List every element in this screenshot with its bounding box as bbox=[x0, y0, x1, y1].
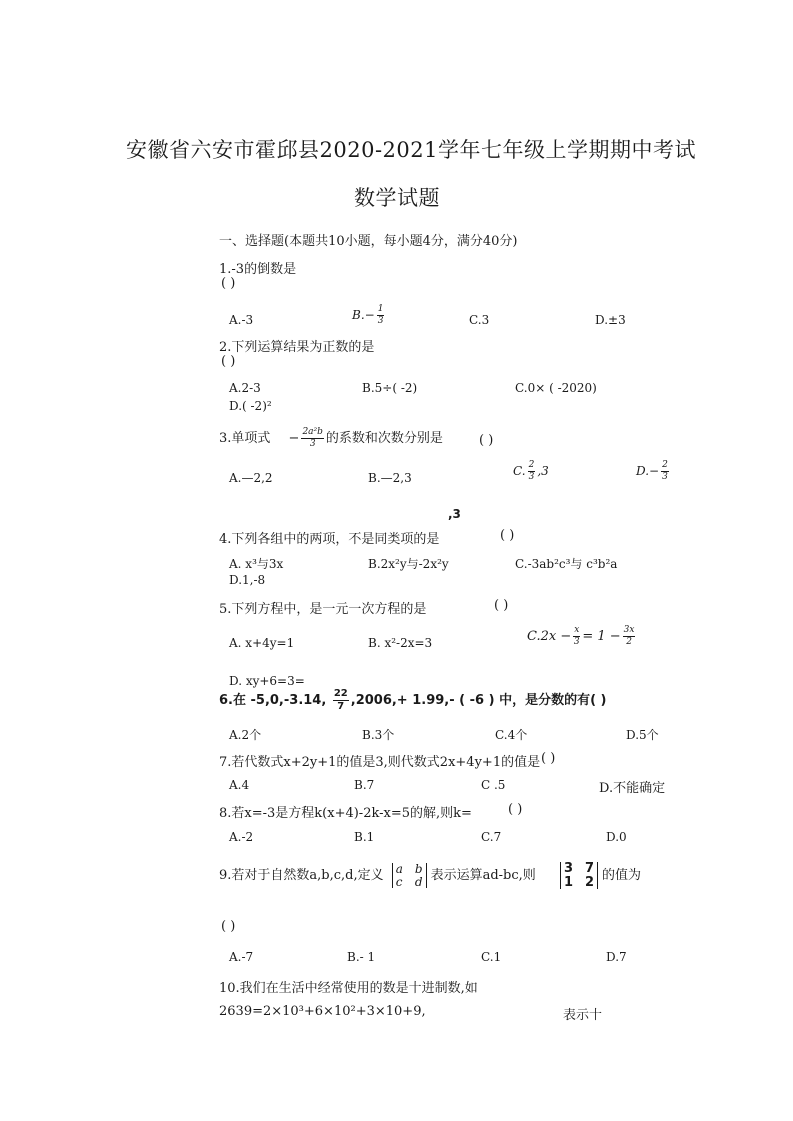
fraction-denominator: 3 bbox=[573, 637, 580, 647]
matrix-entry: 7 bbox=[584, 861, 595, 876]
option-c-suffix: ,3 bbox=[537, 464, 549, 478]
fraction-denominator: 3 bbox=[309, 439, 316, 449]
question-8-option-c: C.7 bbox=[481, 830, 502, 844]
question-2-option-b: B.5÷( -2) bbox=[362, 381, 418, 395]
fraction-numerator: 2 bbox=[662, 460, 668, 470]
question-4-option-a: A. x³与3x bbox=[229, 557, 284, 571]
question-5-stem: 5.下列方程中，是一元一次方程的是 bbox=[219, 602, 427, 617]
determinant-definition bbox=[392, 863, 427, 888]
matrix-entry: 1 bbox=[563, 874, 573, 890]
question-5-option-b: B. x²-2x=3 bbox=[368, 636, 433, 650]
question-4-option-b: B.2x²y与-2x²y bbox=[368, 557, 449, 571]
question-7-answer-paren: ( ) bbox=[541, 751, 556, 766]
option-c-prefix: C. bbox=[513, 464, 526, 478]
question-4-answer-paren: ( ) bbox=[500, 528, 515, 543]
question-6-option-a: A.2个 bbox=[229, 728, 262, 742]
question-9-stem-start: 9.若对于自然数a,b,c,d,定义 bbox=[219, 868, 384, 884]
question-1-answer-paren: ( ) bbox=[221, 276, 236, 291]
fraction-numerator: 2 bbox=[528, 460, 535, 470]
monomial-sign: − bbox=[288, 431, 300, 446]
question-2-answer-paren: ( ) bbox=[221, 354, 236, 369]
matrix-entry: c bbox=[395, 874, 403, 889]
question-8-option-d: D.0 bbox=[606, 830, 627, 844]
question-5-option-d: D. xy+6=3= bbox=[229, 674, 305, 688]
fraction bbox=[377, 305, 385, 326]
question-10-tail: 表示十 bbox=[563, 1008, 603, 1023]
question-9-option-b: B.- 1 bbox=[347, 950, 376, 964]
question-3-option-d bbox=[636, 461, 671, 482]
question-7-option-b: B.7 bbox=[354, 778, 375, 792]
question-9-option-d: D.7 bbox=[606, 950, 627, 964]
fraction-denominator: 3 bbox=[377, 316, 384, 326]
question-8-stem: 8.若x=-3是方程k(x+4)-2k-x=5的解,则k= bbox=[219, 806, 472, 821]
question-3-stem-end: 的系数和次数分别是 bbox=[325, 431, 443, 446]
question-7-option-c: C .5 bbox=[481, 778, 506, 792]
question-3-stray-text: ,3 bbox=[448, 507, 461, 521]
question-9-stem-end: 的值为 bbox=[602, 868, 642, 884]
fraction-numerator: x bbox=[574, 625, 580, 635]
fraction bbox=[661, 461, 669, 482]
question-6-stem-start: 6.在 -5,0,-3.14, bbox=[219, 693, 327, 708]
fraction-denominator: 3 bbox=[662, 472, 668, 482]
matrix-entry: 2 bbox=[584, 874, 595, 890]
fraction bbox=[528, 461, 536, 482]
question-2-option-a: A.2-3 bbox=[229, 381, 261, 395]
question-9-answer-paren: ( ) bbox=[221, 919, 236, 934]
question-3-option-a: A.—2,2 bbox=[229, 471, 273, 485]
question-7-option-d: D.不能确定 bbox=[599, 781, 666, 796]
matrix-entry: 3 bbox=[563, 861, 573, 876]
section-heading: 一、选择题(本题共10小题，每小题4分，满分40分) bbox=[219, 234, 518, 249]
question-2-stem: 2.下列运算结果为正数的是 bbox=[219, 340, 375, 355]
question-4-option-d: D.1,-8 bbox=[229, 573, 266, 587]
question-6-stem-end: ,2006,+ 1.99,- ( -6 ) 中，是分数的有( ) bbox=[350, 693, 607, 708]
question-4-option-c: C.-3ab²c³与 c³b²a bbox=[515, 557, 618, 571]
question-6-option-b: B.3个 bbox=[362, 728, 395, 742]
question-7-stem: 7.若代数式x+2y+1的值是3,则代数式2x+4y+1的值是 bbox=[219, 755, 541, 770]
matrix-entry: b bbox=[414, 862, 423, 877]
question-10-stem: 10.我们在生活中经常使用的数是十进制数,如 bbox=[219, 981, 478, 996]
question-3-option-c bbox=[513, 461, 549, 482]
question-8-answer-paren: ( ) bbox=[508, 802, 523, 817]
fraction-numerator: 3x bbox=[623, 625, 635, 635]
fraction-denominator: 3 bbox=[528, 472, 535, 482]
fraction-numerator: 22 bbox=[333, 688, 348, 699]
question-2-option-c: C.0× ( -2020) bbox=[515, 381, 597, 395]
fraction bbox=[333, 689, 349, 712]
question-6-option-d: D.5个 bbox=[626, 728, 659, 742]
page-subtitle: 数学试题 bbox=[354, 186, 440, 210]
question-2-option-d: D.( -2)² bbox=[229, 399, 272, 413]
question-10-expansion: 2639=2×10³+6×10²+3×10+9, bbox=[219, 1004, 426, 1019]
question-5-option-c bbox=[527, 626, 637, 647]
matrix-entry: a bbox=[395, 862, 403, 877]
question-1-option-d: D.±3 bbox=[595, 313, 626, 327]
question-9-stem-middle: 表示运算ad-bc,则 bbox=[430, 868, 536, 884]
question-1-option-b bbox=[352, 305, 386, 326]
option-c-left: C.2x − bbox=[527, 629, 572, 644]
fraction bbox=[573, 626, 580, 647]
fraction-numerator: 2a²b bbox=[302, 427, 323, 437]
question-8-option-a: A.-2 bbox=[229, 830, 254, 844]
question-9-option-a: A.-7 bbox=[229, 950, 254, 964]
question-5-answer-paren: ( ) bbox=[494, 598, 509, 613]
monomial-fraction bbox=[301, 428, 323, 449]
question-1-stem: 1.-3的倒数是 bbox=[219, 262, 297, 277]
question-3-answer-paren: ( ) bbox=[479, 433, 494, 448]
question-1-option-c: C.3 bbox=[469, 313, 490, 327]
fraction-denominator: 7 bbox=[337, 701, 345, 712]
determinant-numeric bbox=[560, 862, 598, 889]
question-3-stem-start: 3.单项式 bbox=[219, 431, 271, 446]
option-c-middle: = 1 − bbox=[582, 629, 621, 644]
question-7-option-a: A.4 bbox=[229, 778, 250, 792]
question-5-option-a: A. x+4y=1 bbox=[229, 636, 295, 650]
fraction bbox=[623, 626, 636, 647]
fraction-numerator: 1 bbox=[377, 304, 384, 314]
question-6-stem bbox=[219, 689, 606, 712]
question-6-option-c: C.4个 bbox=[495, 728, 528, 742]
page-title: 安徽省六安市霍邱县2020-2021学年七年级上学期期中考试 bbox=[126, 138, 696, 162]
question-3-stem bbox=[219, 427, 443, 449]
option-b-prefix: B.− bbox=[352, 308, 375, 322]
fraction-denominator: 2 bbox=[626, 637, 632, 647]
question-8-option-b: B.1 bbox=[354, 830, 375, 844]
question-3-option-b: B.—2,3 bbox=[368, 471, 412, 485]
question-1-option-a: A.-3 bbox=[229, 313, 254, 327]
matrix-entry: d bbox=[414, 874, 423, 889]
question-9-stem bbox=[219, 862, 641, 889]
option-d-prefix: D.− bbox=[636, 464, 660, 478]
question-4-stem: 4.下列各组中的两项，不是同类项的是 bbox=[219, 532, 440, 547]
question-9-option-c: C.1 bbox=[481, 950, 502, 964]
